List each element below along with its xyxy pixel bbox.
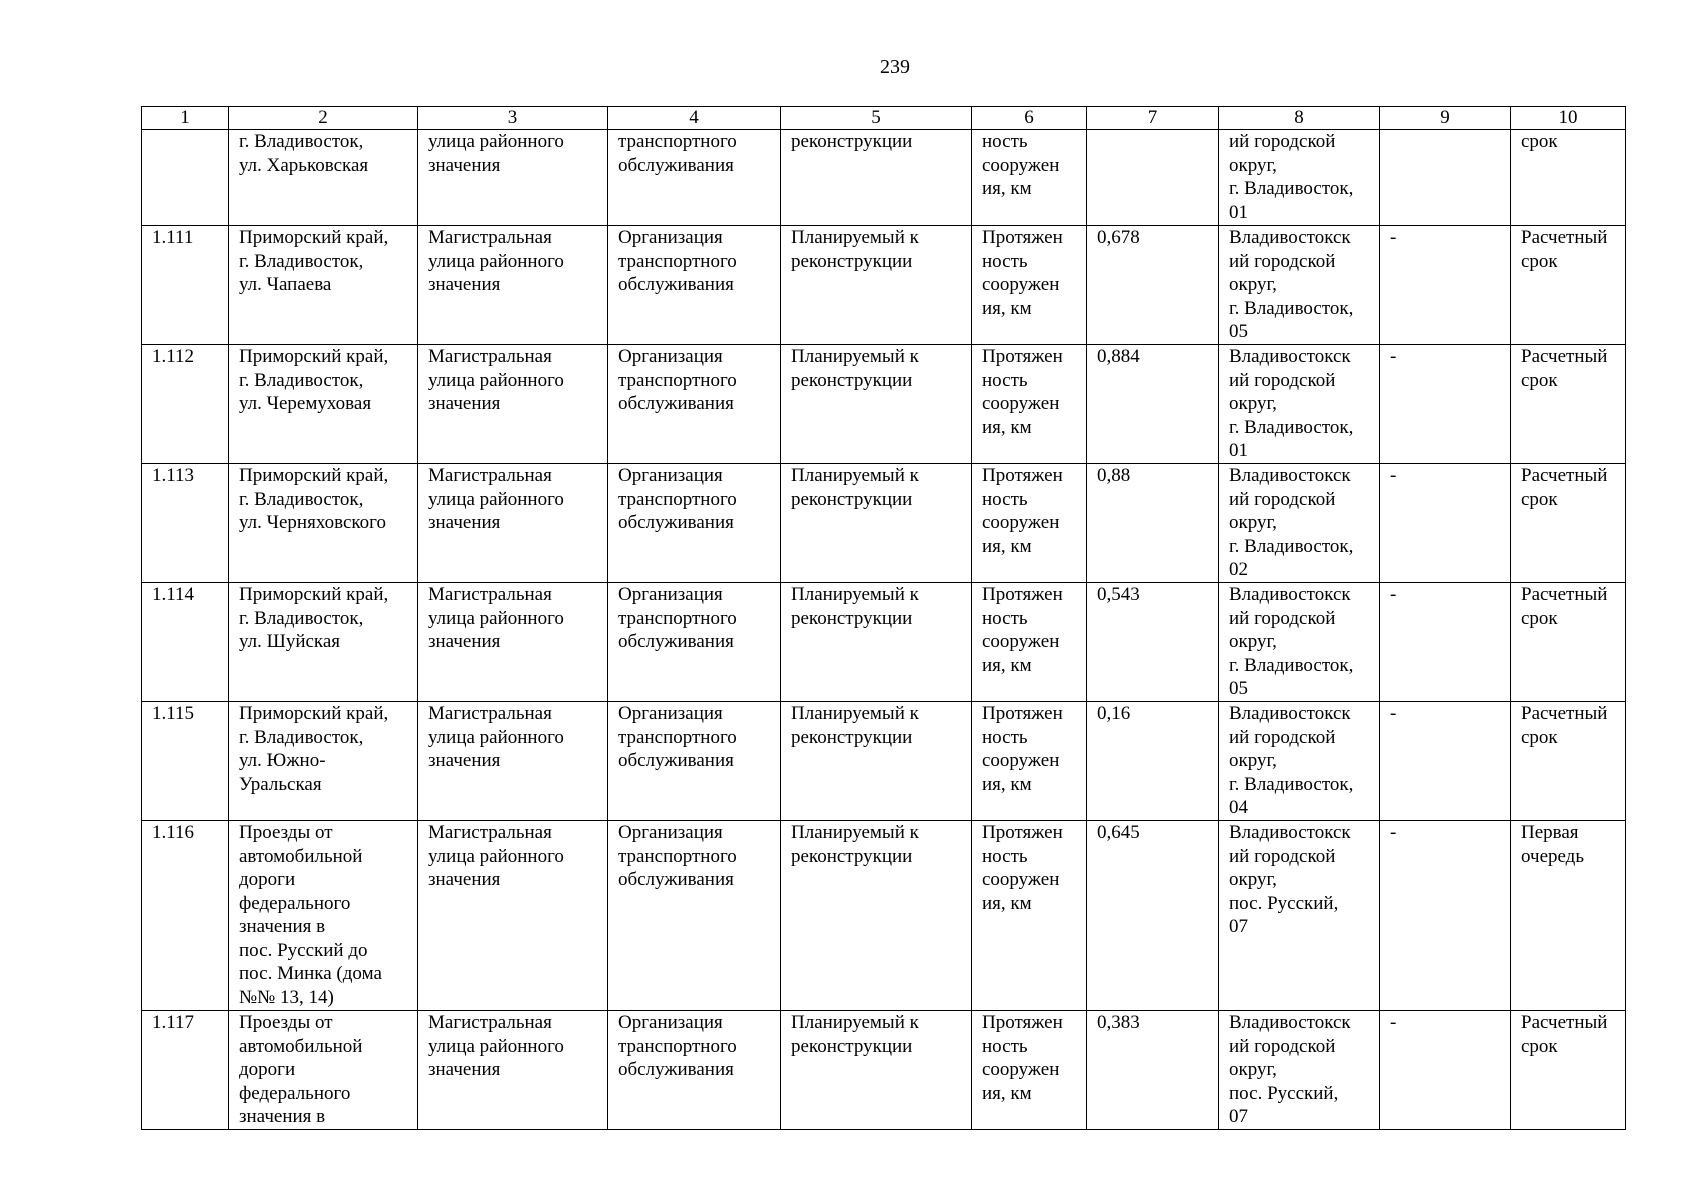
cell-location: Приморский край, г. Владивосток, ул. Южно- Уральская — [229, 702, 418, 821]
cell-purpose: Организация транспортного обслуживания — [608, 583, 781, 702]
table-row — [142, 583, 1626, 702]
cell-number: 1.111 — [142, 226, 229, 345]
cell-number: 1.116 — [142, 821, 229, 1011]
cell-value: 0,88 — [1087, 464, 1219, 583]
cell-characteristic: Протяжен ность сооружен ия, км — [972, 583, 1087, 702]
cell-term: Расчетный срок — [1511, 226, 1626, 345]
cell-zone: Владивостокск ий городской округ, г. Владивосток, 05 — [1219, 226, 1380, 345]
column-header-4: 4 — [608, 107, 781, 130]
cell-location: Приморский край, г. Владивосток, ул. Чапаева — [229, 226, 418, 345]
cell-category: улица районного значения — [418, 130, 608, 226]
cell-value: 0,645 — [1087, 821, 1219, 1011]
cell-status: Планируемый к реконструкции — [781, 464, 972, 583]
cell-col9: - — [1380, 345, 1511, 464]
cell-characteristic: Протяжен ность сооружен ия, км — [972, 226, 1087, 345]
cell-status: Планируемый к реконструкции — [781, 702, 972, 821]
cell-characteristic: Протяжен ность сооружен ия, км — [972, 464, 1087, 583]
cell-characteristic: Протяжен ность сооружен ия, км — [972, 1011, 1087, 1130]
column-header-10: 10 — [1511, 107, 1626, 130]
table-row — [142, 464, 1626, 583]
column-header-8: 8 — [1219, 107, 1380, 130]
cell-location: Проезды от автомобильной дороги федерального значения в пос. Русский до пос. Минка (дома №№ 13, 14) — [229, 821, 418, 1011]
cell-value: 0,16 — [1087, 702, 1219, 821]
cell-zone: Владивостокск ий городской округ, г. Владивосток, 01 — [1219, 345, 1380, 464]
cell-term: срок — [1511, 130, 1626, 226]
cell-number: 1.114 — [142, 583, 229, 702]
cell-number: 1.117 — [142, 1011, 229, 1130]
cell-col9: - — [1380, 821, 1511, 1011]
cell-col9 — [1380, 130, 1511, 226]
cell-status: Планируемый к реконструкции — [781, 821, 972, 1011]
table-row — [142, 130, 1626, 226]
cell-status: Планируемый к реконструкции — [781, 345, 972, 464]
cell-location: Приморский край, г. Владивосток, ул. Шуйская — [229, 583, 418, 702]
cell-status: Планируемый к реконструкции — [781, 583, 972, 702]
column-header-3: 3 — [418, 107, 608, 130]
cell-category: Магистральная улица районного значения — [418, 226, 608, 345]
cell-characteristic: Протяжен ность сооружен ия, км — [972, 702, 1087, 821]
cell-value — [1087, 130, 1219, 226]
cell-status: Планируемый к реконструкции — [781, 1011, 972, 1130]
cell-category: Магистральная улица районного значения — [418, 821, 608, 1011]
cell-category: Магистральная улица районного значения — [418, 583, 608, 702]
cell-zone: Владивостокск ий городской округ, пос. Русский, 07 — [1219, 1011, 1380, 1130]
table-header-row — [142, 107, 1626, 130]
cell-number: 1.113 — [142, 464, 229, 583]
cell-term: Расчетный срок — [1511, 464, 1626, 583]
cell-col9: - — [1380, 464, 1511, 583]
cell-characteristic: ность сооружен ия, км — [972, 130, 1087, 226]
cell-purpose: Организация транспортного обслуживания — [608, 702, 781, 821]
cell-category: Магистральная улица районного значения — [418, 1011, 608, 1130]
cell-number — [142, 130, 229, 226]
table-row — [142, 1011, 1626, 1130]
cell-col9: - — [1380, 702, 1511, 821]
cell-status: Планируемый к реконструкции — [781, 226, 972, 345]
table-row — [142, 821, 1626, 1011]
cell-purpose: Организация транспортного обслуживания — [608, 821, 781, 1011]
cell-location: Приморский край, г. Владивосток, ул. Черемуховая — [229, 345, 418, 464]
cell-term: Расчетный срок — [1511, 583, 1626, 702]
cell-col9: - — [1380, 583, 1511, 702]
cell-zone: Владивостокск ий городской округ, г. Владивосток, 02 — [1219, 464, 1380, 583]
cell-purpose: транспортного обслуживания — [608, 130, 781, 226]
cell-category: Магистральная улица районного значения — [418, 702, 608, 821]
cell-value: 0,678 — [1087, 226, 1219, 345]
column-header-5: 5 — [781, 107, 972, 130]
cell-term: Расчетный срок — [1511, 702, 1626, 821]
cell-term: Первая очередь — [1511, 821, 1626, 1011]
cell-category: Магистральная улица районного значения — [418, 345, 608, 464]
table-row — [142, 345, 1626, 464]
cell-value: 0,383 — [1087, 1011, 1219, 1130]
cell-purpose: Организация транспортного обслуживания — [608, 226, 781, 345]
cell-purpose: Организация транспортного обслуживания — [608, 345, 781, 464]
cell-category: Магистральная улица районного значения — [418, 464, 608, 583]
cell-value: 0,543 — [1087, 583, 1219, 702]
column-header-6: 6 — [972, 107, 1087, 130]
cell-term: Расчетный срок — [1511, 1011, 1626, 1130]
column-header-2: 2 — [229, 107, 418, 130]
cell-zone: Владивостокск ий городской округ, пос. Русский, 07 — [1219, 821, 1380, 1011]
data-table — [141, 106, 1626, 1130]
cell-location: Проезды от автомобильной дороги федерального значения в — [229, 1011, 418, 1130]
cell-purpose: Организация транспортного обслуживания — [608, 464, 781, 583]
cell-zone: Владивостокск ий городской округ, г. Владивосток, 05 — [1219, 583, 1380, 702]
table-row — [142, 702, 1626, 821]
cell-zone: Владивостокск ий городской округ, г. Владивосток, 04 — [1219, 702, 1380, 821]
table-row — [142, 226, 1626, 345]
column-header-1: 1 — [142, 107, 229, 130]
cell-zone: ий городской округ, г. Владивосток, 01 — [1219, 130, 1380, 226]
cell-location: г. Владивосток, ул. Харьковская — [229, 130, 418, 226]
column-header-7: 7 — [1087, 107, 1219, 130]
cell-characteristic: Протяжен ность сооружен ия, км — [972, 345, 1087, 464]
cell-col9: - — [1380, 1011, 1511, 1130]
cell-number: 1.112 — [142, 345, 229, 464]
cell-status: реконструкции — [781, 130, 972, 226]
cell-location: Приморский край, г. Владивосток, ул. Черняховского — [229, 464, 418, 583]
cell-term: Расчетный срок — [1511, 345, 1626, 464]
cell-number: 1.115 — [142, 702, 229, 821]
cell-purpose: Организация транспортного обслуживания — [608, 1011, 781, 1130]
cell-characteristic: Протяжен ность сооружен ия, км — [972, 821, 1087, 1011]
page-number: 239 — [880, 56, 910, 78]
cell-col9: - — [1380, 226, 1511, 345]
cell-value: 0,884 — [1087, 345, 1219, 464]
column-header-9: 9 — [1380, 107, 1511, 130]
